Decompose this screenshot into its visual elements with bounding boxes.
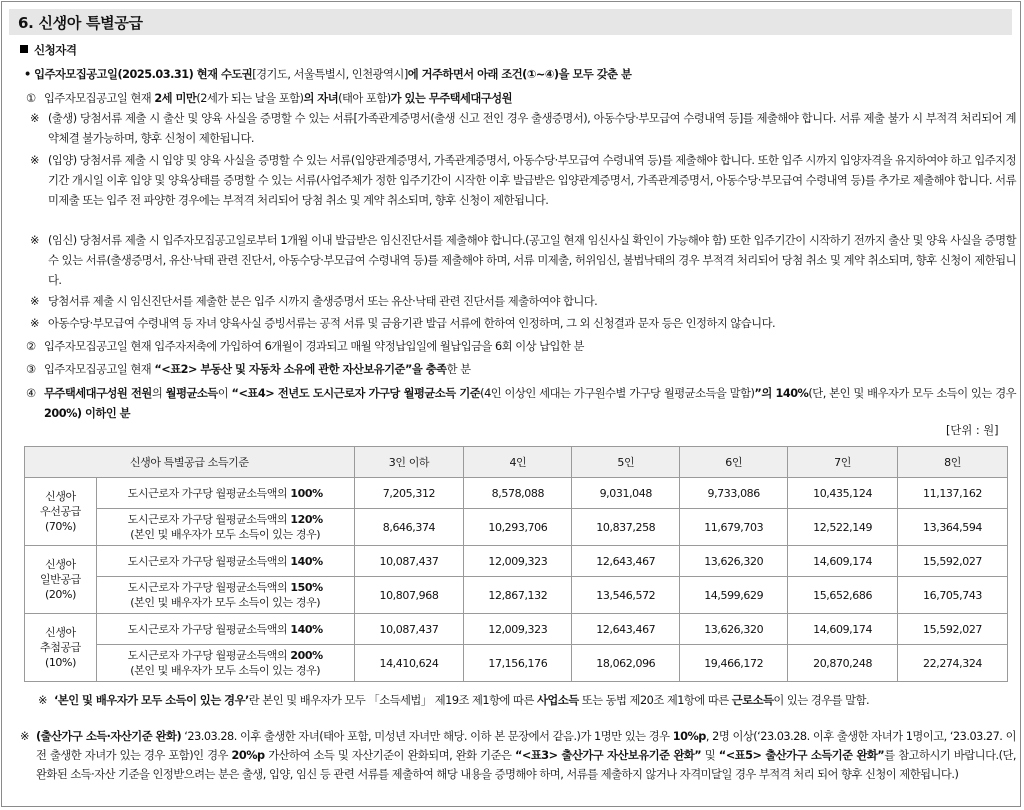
table-row (25, 509, 1008, 546)
group-name-line: 일반공급 (40, 573, 81, 586)
group-name-cell (25, 614, 97, 682)
table-header-cell: 5인 (572, 447, 680, 478)
value-cell: 11,679,703 (680, 509, 788, 546)
group-name-line: 추첨공급 (40, 641, 81, 654)
value-cell: 19,466,172 (680, 645, 788, 682)
dot-bullet-icon: • (24, 68, 31, 81)
value-cell: 8,578,088 (464, 478, 572, 509)
income-table (24, 446, 1008, 682)
title-bar (9, 9, 1012, 35)
criterion-cell: 도시근로자 가구당 월평균소득액의 200% (본인 및 배우자가 모두 소득이 있는 경우) (96, 645, 354, 682)
value-cell: 15,592,027 (898, 614, 1008, 645)
criterion-cell: 도시근로자 가구당 월평균소득액의 140% (96, 614, 354, 645)
cond3-mark: ③ (26, 363, 37, 376)
group-name-cell (25, 546, 97, 614)
value-cell: 20,870,248 (788, 645, 898, 682)
section-heading: 신청자격 (20, 40, 76, 60)
table-row (25, 614, 1008, 645)
note-mark: ※ (30, 295, 40, 308)
value-cell: 13,546,572 (572, 577, 680, 614)
value-cell: 16,705,743 (898, 577, 1008, 614)
value-cell: 12,009,323 (464, 614, 572, 645)
cond1-mark: ① (26, 92, 37, 105)
value-cell: 14,609,174 (788, 614, 898, 645)
value-cell: 18,062,096 (572, 645, 680, 682)
value-cell: 10,435,124 (788, 478, 898, 509)
value-cell: 12,009,323 (464, 546, 572, 577)
note-mark: ※ (30, 317, 40, 330)
eligibility-intro: • 입주자모집공고일(2025.03.31) 현재 수도권[경기도, 서울특별시, 인천광역시]에 거주하면서 아래 조건(①~④)을 모두 갖춘 분 (24, 68, 632, 81)
condition-3: 입주자모집공고일 현재 “<표2> 부동산 및 자동차 소유에 관한 자산보유기준”을 충족한 분 (44, 363, 471, 376)
group-name-line: 신생아 (45, 558, 76, 571)
criterion-subtext: (본인 및 배우자가 모두 소득이 있는 경우) (130, 528, 321, 541)
group-name-cell (25, 478, 97, 546)
value-cell: 10,837,258 (572, 509, 680, 546)
value-cell: 13,364,594 (898, 509, 1008, 546)
value-cell: 14,410,624 (354, 645, 464, 682)
criterion-subtext: (본인 및 배우자가 모두 소득이 있는 경우) (130, 664, 321, 677)
value-cell: 14,599,629 (680, 577, 788, 614)
group-name-line: 우선공급 (40, 505, 81, 518)
value-cell: 13,626,320 (680, 614, 788, 645)
cond4-mark: ④ (26, 387, 37, 400)
value-cell: 13,626,320 (680, 546, 788, 577)
condition-2: 입주자모집공고일 현재 입주자저축에 가입하여 6개월이 경과되고 매월 약정납입일에 월납입금을 6회 이상 납입한 분 (44, 340, 584, 353)
value-cell: 12,643,467 (572, 546, 680, 577)
value-cell: 12,643,467 (572, 614, 680, 645)
note-mark: ※ (38, 694, 48, 707)
table-header-cell: 신생아 특별공급 소득기준 (25, 447, 355, 478)
group-name-line: (70%) (44, 520, 76, 533)
value-cell: 12,867,132 (464, 577, 572, 614)
note-adoption: (입양) 당첨서류 제출 시 입양 및 양육 사실을 증명할 수 있는 서류(입양관계증명서, 가족관계증명서, 아동수당·부모급여 수령내역 등)를 제출해야 합니다. 또한 입주 시까지 입양자격을 유지하여야 하고 입주지정기간 개시일 이후 입양 및 양육상태를 증명할 수 있는 서류(사업주체가 정한 입주기간이 시작한 이후 발급받은 입양관계증명서, 가족관계증명서, 아동수당·부모급여 수령내역 등)를 추가로 제출해야 합니다. 서류 미제출 또는 입주 전 파양한 경우에는 부적격 처리되어 당첨 취소 및 계약 취소되며, 향후 신청이 제한됩니다. (48, 154, 1016, 207)
condition-1: 입주자모집공고일 현재 2세 미만(2세가 되는 날을 포함)의 자녀(태아 포함)가 있는 무주택세대구성원 (44, 92, 513, 105)
page-title: 6. 신생아 특별공급 (18, 14, 143, 32)
table-footnote: ‘본인 및 배우자가 모두 소득이 있는 경우’란 본인 및 배우자가 모두 「소득세법」 제19조 제1항에 따른 사업소득 또는 동법 제20조 제1항에 따른 근로소득이 있는 경우를 말함. (54, 694, 870, 707)
value-cell: 10,807,968 (354, 577, 464, 614)
table-row (25, 645, 1008, 682)
value-cell: 15,652,686 (788, 577, 898, 614)
bottom-note: (출산가구 소득·자산기준 완화) ‘23.03.28. 이후 출생한 자녀(태아 포함, 미성년 자녀만 해당. 이하 본 문장에서 같음.)가 1명만 있는 경우 10%p, 2명 이상(‘23.03.28. 이후 출생한 자녀가 1명이고, ‘23.03.27. 이전 출생한 자녀가 있는 경우 포함)인 경우 20%p 가산하여 소득 및 자산기준이 완화되며, 완화 기준은 “<표3> 출산가구 자산보유기준 완화” 및 “<표5> 출산가구 소득기준 완화”를 참고하시기 바랍니다.(단, 완화된 소득·자산 기준을 인정받으려는 분은 출생, 입양, 임신 등 관련 서류를 제출하여 해당 내용을 증명해야 하며, 서류를 제출하지 않거나 자격미달일 경우 부적격 처리 되어 향후 신청이 제한됩니다.) (36, 730, 1016, 781)
table-header-cell: 6인 (680, 447, 788, 478)
value-cell: 15,592,027 (898, 546, 1008, 577)
table-header-cell: 7인 (788, 447, 898, 478)
note-diagnosis: 당첨서류 제출 시 임신진단서를 제출한 분은 입주 시까지 출생증명서 또는 유산·낙태 관련 진단서를 제출하여야 합니다. (48, 295, 598, 308)
table-row (25, 478, 1008, 509)
value-cell: 8,646,374 (354, 509, 464, 546)
table-row (25, 546, 1008, 577)
value-cell: 9,733,086 (680, 478, 788, 509)
note-allowance: 아동수당·부모급여 수령내역 등 자녀 양육사실 증빙서류는 공적 서류 및 금융기관 발급 서류에 한하여 인정하며, 그 외 신청결과 문자 등은 인정하지 않습니다. (48, 317, 776, 330)
table-header-cell: 3인 이하 (354, 447, 464, 478)
value-cell: 7,205,312 (354, 478, 464, 509)
criterion-cell: 도시근로자 가구당 월평균소득액의 120% (본인 및 배우자가 모두 소득이 있는 경우) (96, 509, 354, 546)
note-mark: ※ (30, 154, 40, 167)
value-cell: 11,137,162 (898, 478, 1008, 509)
square-bullet-icon (20, 45, 28, 53)
note-mark: ※ (30, 234, 40, 247)
value-cell: 14,609,174 (788, 546, 898, 577)
note-mark: ※ (30, 112, 40, 125)
criterion-cell: 도시근로자 가구당 월평균소득액의 140% (96, 546, 354, 577)
unit-label: [단위 : 원] (946, 424, 999, 437)
group-name-line: 신생아 (45, 626, 76, 639)
condition-4: 무주택세대구성원 전원의 월평균소득이 “<표4> 전년도 도시근로자 가구당 월평균소득 기준(4인 이상인 세대는 가구원수별 가구당 월평균소득을 말함)”의 140%(단, 본인 및 배우자가 모두 소득이 있는 경우 200%) 이하인 분 (44, 387, 1017, 420)
table-row (25, 577, 1008, 614)
group-name-line: (10%) (44, 656, 76, 669)
criterion-subtext: (본인 및 배우자가 모두 소득이 있는 경우) (130, 596, 321, 609)
value-cell: 10,293,706 (464, 509, 572, 546)
group-name-line: (20%) (44, 588, 76, 601)
value-cell: 9,031,048 (572, 478, 680, 509)
table-header-row (25, 447, 1008, 478)
value-cell: 22,274,324 (898, 645, 1008, 682)
value-cell: 10,087,437 (354, 546, 464, 577)
table-header-cell: 4인 (464, 447, 572, 478)
table-header-cell: 8인 (898, 447, 1008, 478)
value-cell: 12,522,149 (788, 509, 898, 546)
group-name-line: 신생아 (45, 490, 76, 503)
note-mark: ※ (20, 730, 30, 743)
value-cell: 17,156,176 (464, 645, 572, 682)
criterion-cell: 도시근로자 가구당 월평균소득액의 100% (96, 478, 354, 509)
note-birth: (출생) 당첨서류 제출 시 출산 및 양육 사실을 증명할 수 있는 서류[가족관계증명서(출생 신고 전인 경우 출생증명서), 아동수당·부모급여 수령내역 등]를 제출해야 합니다. 서류 제출 불가 시 부적격 처리되어 계약체결 불가능하며, 향후 신청이 제한됩니다. (48, 112, 1016, 145)
cond2-mark: ② (26, 340, 37, 353)
value-cell: 10,087,437 (354, 614, 464, 645)
note-pregnancy: (임신) 당첨서류 제출 시 입주자모집공고일로부터 1개월 이내 발급받은 임신진단서를 제출해야 합니다.(공고일 현재 임신사실 확인이 가능해야 함) 또한 입주기간이 시작하기 전까지 출산 및 양육 사실을 증명할 수 있는 서류(출생증명서, 유산·낙태 관련 진단서, 아동수당·부모급여 수령내역 등)를 제출해야 하며, 서류 미제출, 허위임신, 불법낙태의 경우 부적격 처리되어 당첨 취소 및 계약 취소되며, 향후 신청이 제한됩니다. (48, 234, 1016, 287)
criterion-cell: 도시근로자 가구당 월평균소득액의 150% (본인 및 배우자가 모두 소득이 있는 경우) (96, 577, 354, 614)
